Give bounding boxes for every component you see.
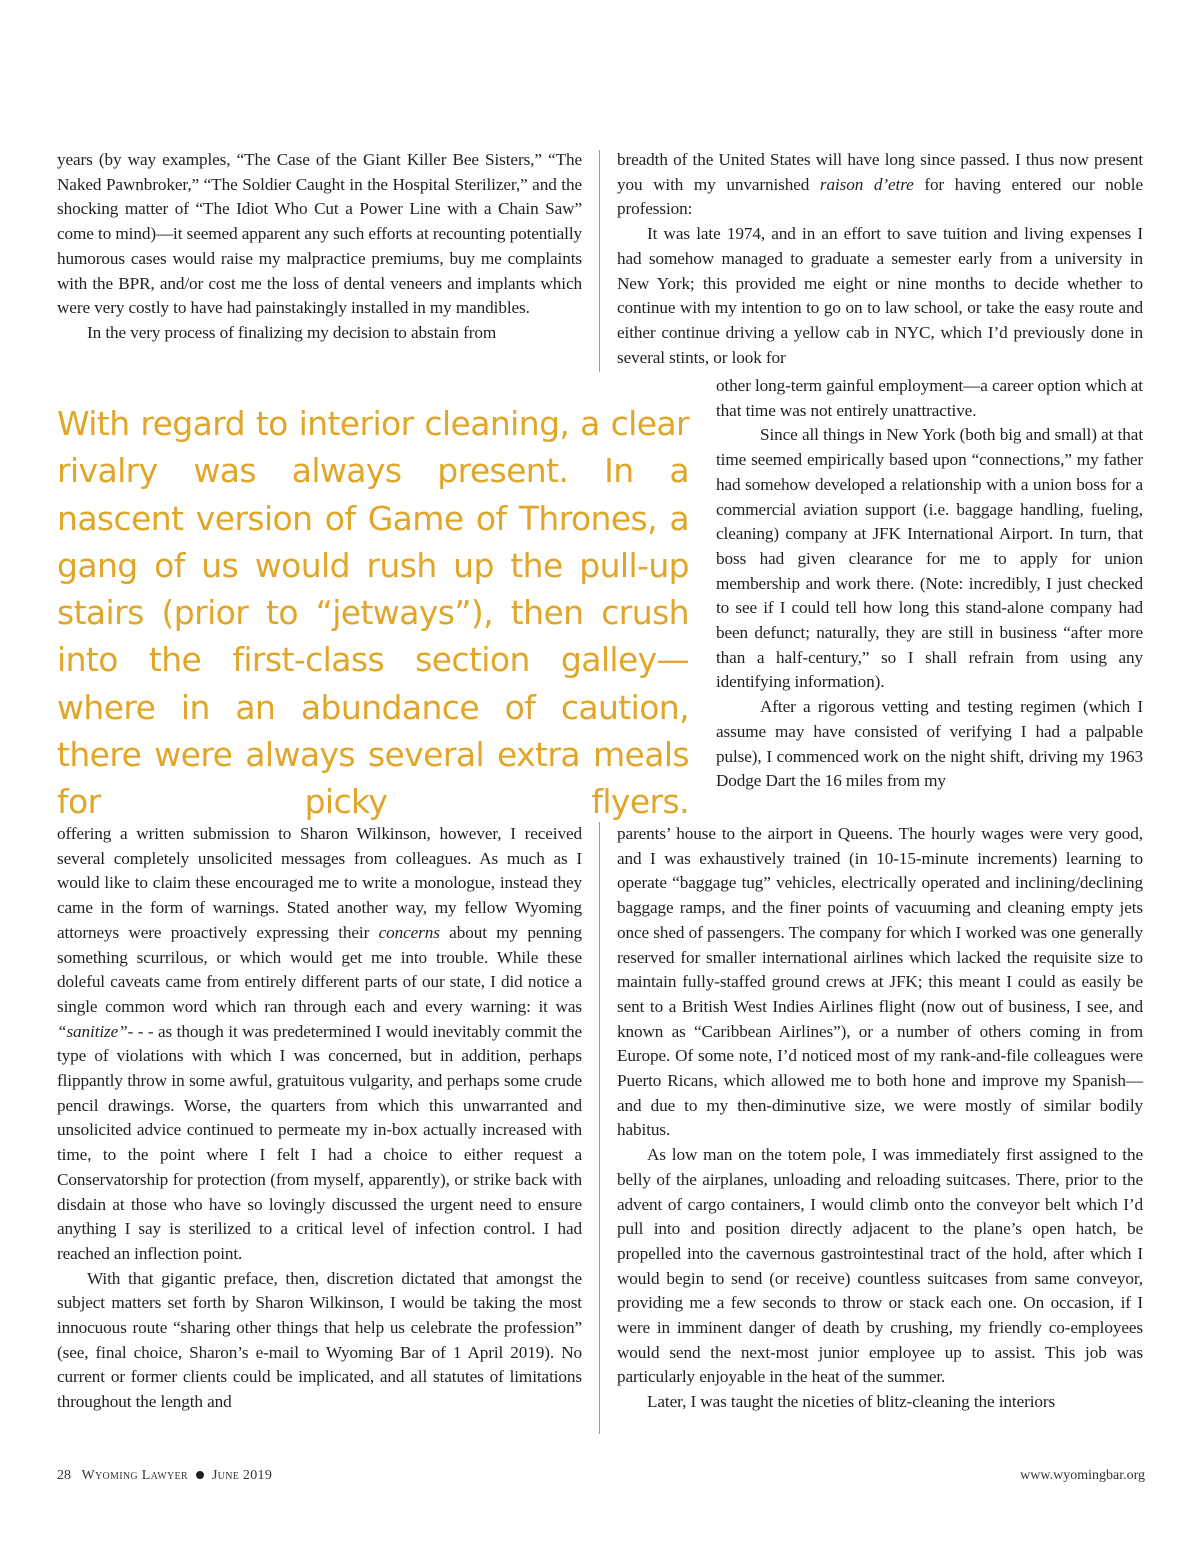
text-run: offering a written submission to Sharon Wilkinson, however, I received several completely unsolicited messages from colleagues. As much as I would like to claim these encouraged me to write a monologue, instead they came in the form of warnings. Stated another way, my fellow Wyoming attorneys were proactively expressing their bbox=[57, 824, 582, 942]
column-1-top bbox=[57, 148, 582, 346]
emphasis: concerns bbox=[378, 922, 440, 942]
text-run: - - - as though it was predetermined I would inevitably commit the type of violations with which I was concerned, but in addition, perhaps flippantly throw in some awful, gratuitous vulgarity, and perhaps some crude pencil drawings. Worse, the quarters from which this unwarranted and unsolicited advice continued to permeate my in-box actually increased with time, to the point where I felt I had a choice to either request a Conservatorship for protection (from myself, apparently), or strike back with disdain at those who have so lovingly discussed the urgent need to ensure anything I say is sterilized to a critical level of infection control. I had reached an inflection point. bbox=[57, 1021, 582, 1263]
pull-quote: With regard to interior cleaning, a clear rivalry was always present. In a nascent version of Game of Thrones, a gang of us would rush up the pull-up stairs (prior to “jetways”), then crush into the first-class section galley—where in an abundance of caution, there were always several extra meals for picky flyers. bbox=[57, 404, 689, 822]
paragraph: Since all things in New York (both big and small) at that time seemed empirically based upon “connections,” my father had somehow developed a relationship with a union boss for a commercial aviation support (i.e. baggage handling, fueling, cleaning) company at JFK International Airport. In turn, that boss had given clearance for me to apply for union membership and work there. (Note: incredibly, I just checked to see if I could tell how long this stand-alone company had been defunct; naturally, they are still in business “after more than a half-century,” so I shall refrain from using any identifying information). bbox=[716, 425, 1143, 692]
paragraph: parents’ house to the airport in Queens. The hourly wages were very good, and I was exhaustively trained (in 10-15-minute increments) learning to operate “baggage tug” vehicles, electrically operated and inclining/declining baggage ramps, and the finer points of vacuuming and cleaning empty jets once shed of passengers. The company for which I worked was one generally reserved for smaller international airlines which lacked the requisite size to maintain fully-staffed ground crews at JFK; this meant I could as easily be sent to a British West Indies Airlines flight (now out of business, I see, and known as “Caribbean Airlines”), or a number of others coming in from Europe. Of some note, I’d noticed most of my rank-and-file colleagues were Puerto Ricans, which allowed me to both hone and improve my Spanish—and due to my then-diminutive size, we were mostly of similar bodily habitus. bbox=[617, 824, 1143, 1140]
website-url: www.wyomingbar.org bbox=[1020, 1468, 1145, 1483]
text-run: breadth of the United States will have long since passed. I thus now present you with my unvarnished bbox=[617, 150, 1143, 194]
column-divider bbox=[599, 822, 600, 1434]
paragraph: In the very process of finalizing my decision to abstain from bbox=[87, 322, 497, 342]
paragraph: After a rigorous vetting and testing regimen (which I assume may have consisted of verifying I had a palpable pulse), I commenced work on the night shift, driving my 1963 Dodge Dart the 16 miles from my bbox=[716, 697, 1143, 791]
footer-left bbox=[57, 1468, 272, 1484]
publication-name: Wyoming Lawyer bbox=[81, 1468, 188, 1483]
issue-date: June 2019 bbox=[211, 1468, 273, 1483]
column-1-bottom bbox=[57, 822, 582, 1415]
paragraph: Later, I was taught the niceties of blitz-cleaning the interiors bbox=[647, 1392, 1056, 1412]
paragraph: years (by way examples, “The Case of the Giant Killer Bee Sisters,” “The Naked Pawnbroker,” “The Soldier Caught in the Hospital Sterilizer,” and the shocking matter of “The Idiot Who Cut a Power Line with a Chain Saw” come to mind)—it seemed apparent any such efforts at recounting potentially humorous cases would raise my malpractice premiums, buy me complaints with the BPR, and/or cost me the loss of dental veneers and implants which were very costly to have had painstakingly installed in my mandibles. bbox=[57, 150, 582, 318]
bullet-icon bbox=[196, 1471, 204, 1479]
page-number: 28 bbox=[57, 1468, 71, 1483]
column-2-inset bbox=[716, 374, 1143, 794]
paragraph: With that gigantic preface, then, discretion dictated that amongst the subject matters set forth by Sharon Wilkinson, I would be taking the most innocuous route “sharing other things that help us celebrate the profession” (see, final choice, Sharon’s e-mail to Wyoming Bar of 1 April 2019). No current or former clients could be implicated, and all statutes of limitations throughout the length and bbox=[57, 1268, 582, 1412]
paragraph: It was late 1974, and in an effort to save tuition and living expenses I had somehow managed to graduate a semester early from a university in New York; this provided me eight or nine months to decide whether to continue with my intention to go on to law school, or take the easy route and either continue driving a yellow cab in NYC, which I’d previously done in several stints, or look for bbox=[617, 224, 1143, 367]
paragraph bbox=[617, 148, 1143, 222]
page-footer bbox=[57, 1468, 1145, 1490]
column-divider bbox=[599, 150, 600, 372]
paragraph bbox=[57, 822, 582, 1267]
text-run: about my penning something scurrilous, or which would get me into trouble. While these doleful caveats came from entirely different parts of our state, I did notice a single common word which ran through each and every warning: it was bbox=[57, 922, 583, 1016]
column-2-bottom bbox=[617, 822, 1143, 1415]
column-2-top bbox=[617, 148, 1143, 370]
text-run: for having entered our noble profession: bbox=[617, 174, 1143, 219]
emphasis: “sanitize” bbox=[57, 1021, 128, 1041]
emphasis: raison d’etre bbox=[819, 174, 914, 194]
paragraph: As low man on the totem pole, I was immediately first assigned to the belly of the airplanes, unloading and reloading suitcases. There, prior to the advent of cargo containers, I would climb onto the conveyor belt which I’d pull into and position directly adjacent to the plane’s open hatch, be propelled into the cavernous gastrointestinal tract of the hold, after which I would begin to send (or receive) countless suitcases from same conveyor, providing me a few seconds to throw or stack each one. On occasion, if I were in imminent danger of death by crushing, my friendly co-employees would send the next-most junior employee up to assist. This job was particularly enjoyable in the heat of the summer. bbox=[617, 1145, 1143, 1387]
paragraph: other long-term gainful employment—a career option which at that time was not entirely unattractive. bbox=[716, 376, 1143, 420]
